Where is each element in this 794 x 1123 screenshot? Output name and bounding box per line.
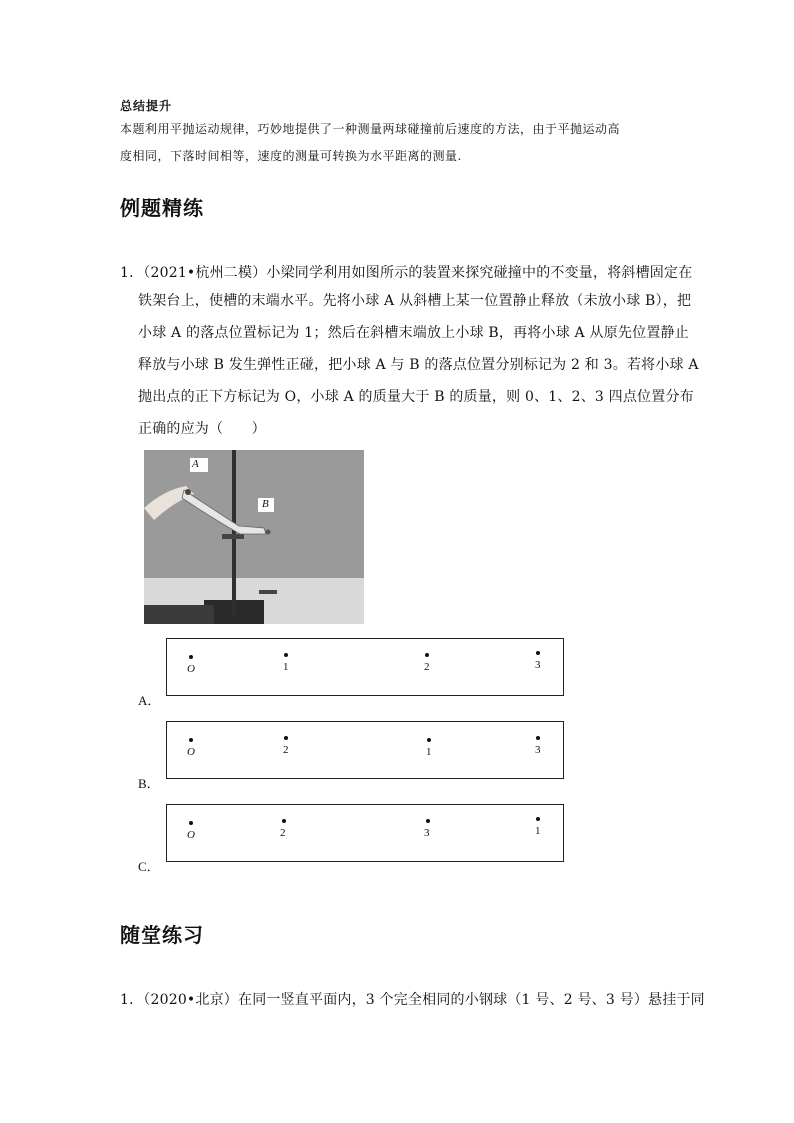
summary-text-line-2: 度相同，下落时间相等，速度的测量可转换为水平距离的测量. [120, 149, 462, 163]
point-marker [427, 738, 431, 742]
point-marker [536, 736, 540, 740]
option-b-diagram [166, 721, 564, 779]
experiment-photo [144, 450, 364, 624]
point-label: O [187, 663, 195, 675]
point-marker [282, 819, 286, 823]
point-label: 1 [283, 661, 289, 673]
question-line: 抛出点的正下方标记为 O，小球 A 的质量大于 B 的质量，则 0、1、2、3 四点位置分布 [138, 389, 694, 405]
point-marker [536, 817, 540, 821]
question-line: 铁架台上，使槽的末端水平。先将小球 A 从斜槽上某一位置静止释放（未放小球 B），把 [138, 293, 692, 309]
section-title-examples: 例题精练 [120, 196, 204, 220]
point-marker [189, 821, 193, 825]
point-marker [425, 653, 429, 657]
option-c-diagram [166, 804, 564, 862]
question-line: 1．（2020•北京）在同一竖直平面内，3 个完全相同的小钢球（1 号、2 号、3 号）悬挂于同 [120, 992, 705, 1008]
summary-text-line-1: 本题利用平抛运动规律，巧妙地提供了一种测量两球碰撞前后速度的方法，由于平抛运动高 [120, 122, 621, 136]
point-label: 2 [283, 744, 289, 756]
point-label: 1 [426, 746, 432, 758]
point-marker [284, 736, 288, 740]
question-line: 正确的应为（ ） [138, 421, 266, 437]
point-label: 2 [280, 827, 286, 839]
point-label: 1 [535, 825, 541, 837]
point-marker [284, 653, 288, 657]
option-a-label[interactable]: A． [138, 693, 161, 708]
point-marker [189, 655, 193, 659]
point-label: 3 [535, 659, 541, 671]
photo-label-a: A [192, 458, 199, 470]
option-a-diagram [166, 638, 564, 696]
point-marker [426, 819, 430, 823]
question-line: 小球 A 的落点位置标记为 1；然后在斜槽末端放上小球 B，再将小球 A 从原先位置静止 [138, 325, 689, 341]
point-label: 2 [424, 661, 430, 673]
point-label: O [187, 829, 195, 841]
option-b-label[interactable]: B． [138, 776, 160, 791]
question-line: 1．（2021•杭州二模）小梁同学利用如图所示的装置来探究碰撞中的不变量，将斜槽固定在 [120, 265, 693, 281]
option-c-label[interactable]: C． [138, 859, 160, 874]
photo-label-b: B [262, 498, 269, 510]
section-title-practice: 随堂练习 [120, 923, 204, 947]
point-label: O [187, 746, 195, 758]
point-marker [536, 651, 540, 655]
point-label: 3 [535, 744, 541, 756]
point-marker [189, 738, 193, 742]
question-line: 释放与小球 B 发生弹性正碰，把小球 A 与 B 的落点位置分别标记为 2 和 3。若将小球 A [138, 357, 699, 373]
summary-title: 总结提升 [120, 99, 173, 113]
point-label: 3 [424, 827, 430, 839]
